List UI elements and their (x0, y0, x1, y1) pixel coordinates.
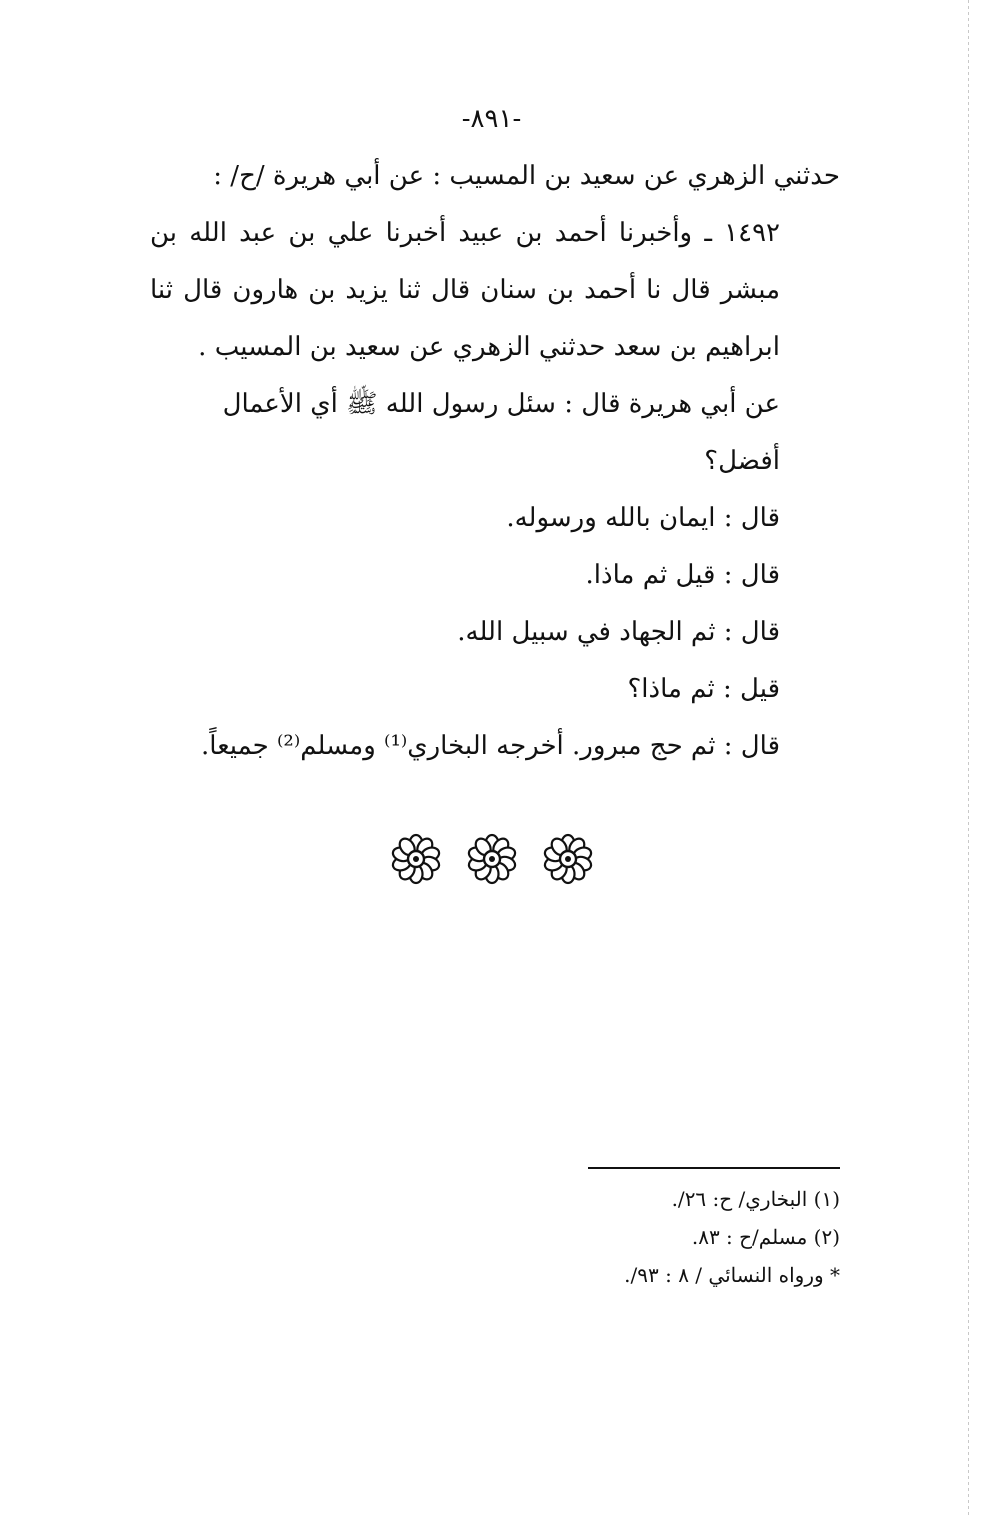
paragraph-answer-1: قال : ايمان بالله ورسوله. (506, 503, 780, 533)
main-text (150, 148, 840, 775)
flower-icon (466, 833, 518, 885)
paragraph-hadith-question: عن أبي هريرة قال : سئل رسول الله ﷺ أي الأعمال أفضل؟ (222, 389, 780, 476)
footnote-1: (١) البخاري/ ح: ٢٦/. (671, 1187, 840, 1211)
flower-icon (542, 833, 594, 885)
page-edge (968, 0, 969, 1517)
footnotes (420, 1180, 840, 1294)
flower-icon (390, 833, 442, 885)
paragraph-answer-4: قيل : ثم ماذا؟ (627, 674, 780, 704)
footnote-2: (٢) مسلم/ح : ٨٣. (691, 1225, 840, 1249)
footnote-separator (588, 1167, 840, 1169)
paragraph-answer-2: قال : قيل ثم ماذا. (585, 560, 780, 590)
paragraph-hadith-isnad: ١٤٩٢ ـ وأخبرنا أحمد بن عبيد أخبرنا علي بن عبد الله بن مبشر قال نا أحمد بن سنان قال ثنا يزيد بن هارون قال ثنا ابراهيم بن سعد حدثني الزهري عن سعيد بن المسيب . (150, 218, 780, 362)
ornament-divider (0, 833, 983, 885)
paragraph-answer-3: قال : ثم الجهاد في سبيل الله. (457, 617, 780, 647)
page-number: -٨٩١- (461, 104, 522, 134)
paragraph-answer-5: قال : ثم حج مبرور. أخرجه البخاري⁽¹⁾ ومسلم⁽²⁾ جميعاً. (201, 731, 780, 761)
paragraph-chain-intro: حدثني الزهري عن سعيد بن المسيب : عن أبي هريرة /ح/ : (213, 161, 840, 191)
footnote-3: * ورواه النسائي / ٨ : ٩٣/. (624, 1263, 840, 1287)
